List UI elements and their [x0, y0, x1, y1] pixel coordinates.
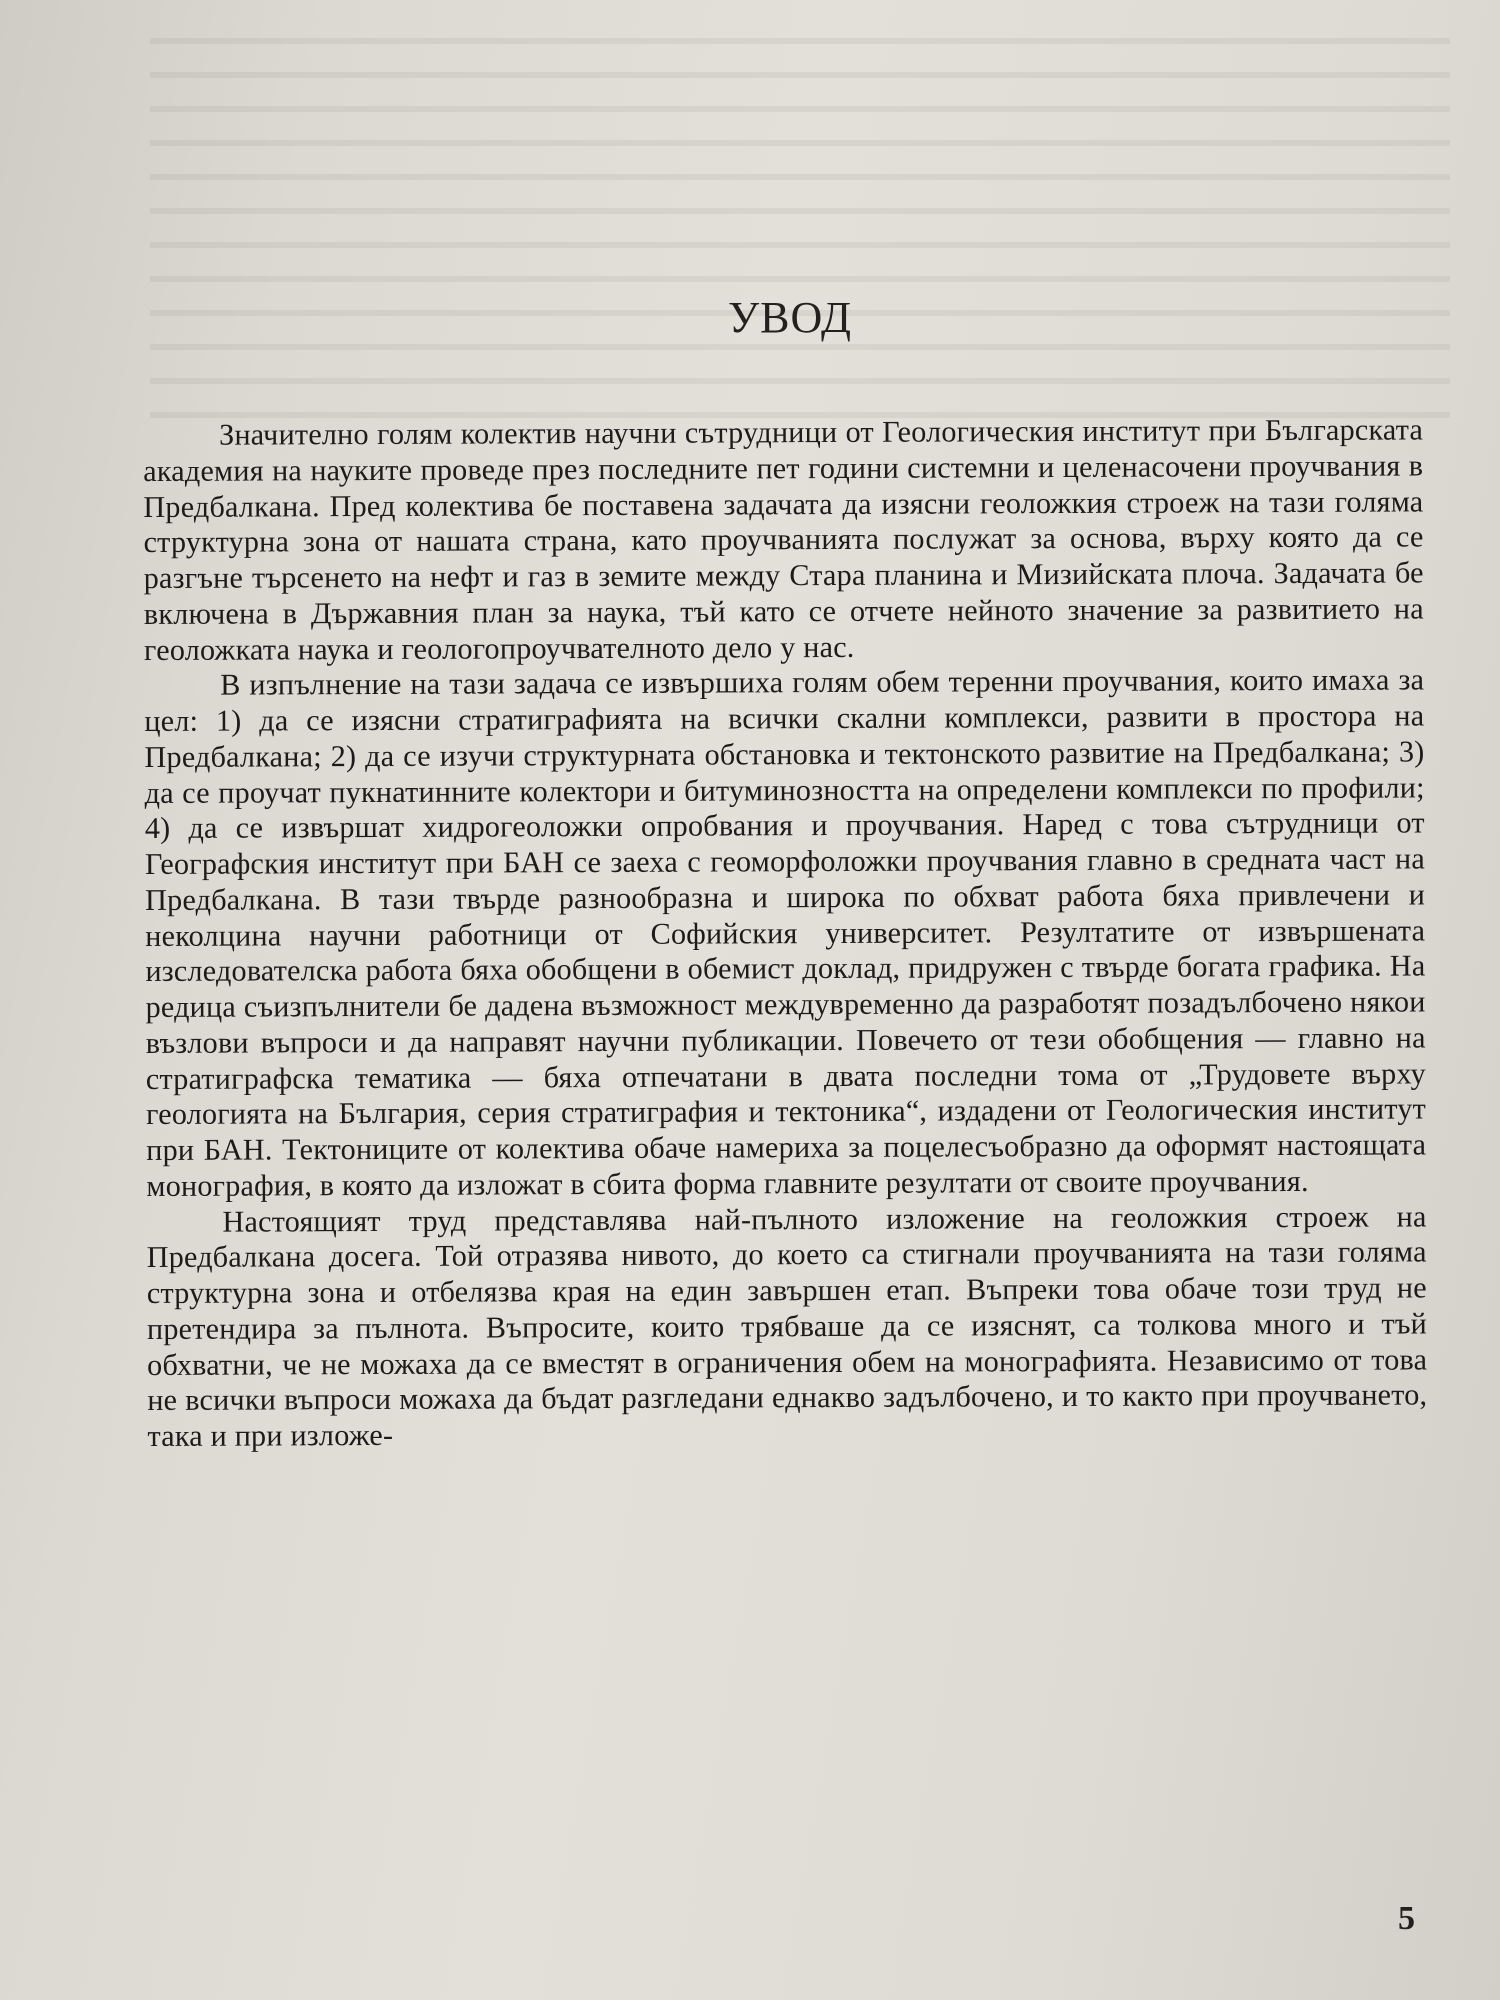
body-text — [143, 412, 1428, 1454]
paragraph-2: В изпълнение на тази задача се извършиха голям обем теренни проучвания, които имаха за цел: 1) да се изясни стратиграфията на всички скални комплекси, развити в простора на Предбалкана; 2) да се изучи структурната обстановка и тектонското развитие на Предбалкана; 3) да се проучат пукнатинните колектори и битуминозността на определени комплекси по профили; 4) да се извършат хидрогеоложки опробвания и проучвания. Наред с това сътрудници от Географския институт при БАН се заеха с геоморфоложки проучвания главно в средната част на Предбалкана. В тази твърде разнообразна и широка по обхват работа бяха привлечени и неколцина научни работници от Софийския университет. Резултатите от извършената изследователска работа бяха обобщени в обемист доклад, придружен с твърде богата графика. На редица съизпълнители бе дадена възможност междувременно да разработят позадълбочено някои възлови въпроси и да направят научни публикации. Повечето от тези обобщения — главно на стратиграфска тематика — бяха отпечатани в двата последни тома от „Трудовете върху геологията на България, серия стратиграфия и тектоника“, издадени от Геологическия институт при БАН. Тектониците от колектива обаче намериха за поцелесъобразно да оформят настоящата монография, в която да изложат в сбита форма главните резултати от своите проучвания. — [144, 662, 1427, 1203]
paragraph-1: Значително голям колектив научни сътрудници от Геологическия институт при Българската академия на науките проведе през последните пет години системни и целенасочени проучвания в Предбалкана. Пред колектива бе поставена задачата да изясни геоложкия строеж на тази голяма структурна зона от нашата страна, като проучванията послужат за основа, върху която да се разгъне търсенето на нефт и газ в земите между Стара планина и Мизийската плоча. Задачата бе включена в Държавния план за наука, тъй като се отчете нейното значение за развитието на геоложката наука и геологопроучвателното дело у нас. — [143, 412, 1424, 667]
paragraph-3: Настоящият труд представлява най-пълното изложение на геоложкия строеж на Предбалкана досега. Той отразява нивото, до което са стигнали проучванията на тази голяма структурна зона и отбелязва края на един завършен етап. Въпреки това обаче този труд не претендира за пълнота. Въпросите, които трябваше да се изяснят, са толкова много и тъй обхватни, че не можаха да се вместят в ограничения обем на монографията. Независимо от това не всички въпроси можаха да бъдат разгледани еднакво задълбочено, и то както при проучването, така и при изложе- — [146, 1198, 1428, 1453]
bleed-through-texture — [150, 20, 1450, 440]
chapter-heading: УВОД — [727, 293, 853, 342]
page-number: 5 — [1398, 1900, 1415, 1937]
